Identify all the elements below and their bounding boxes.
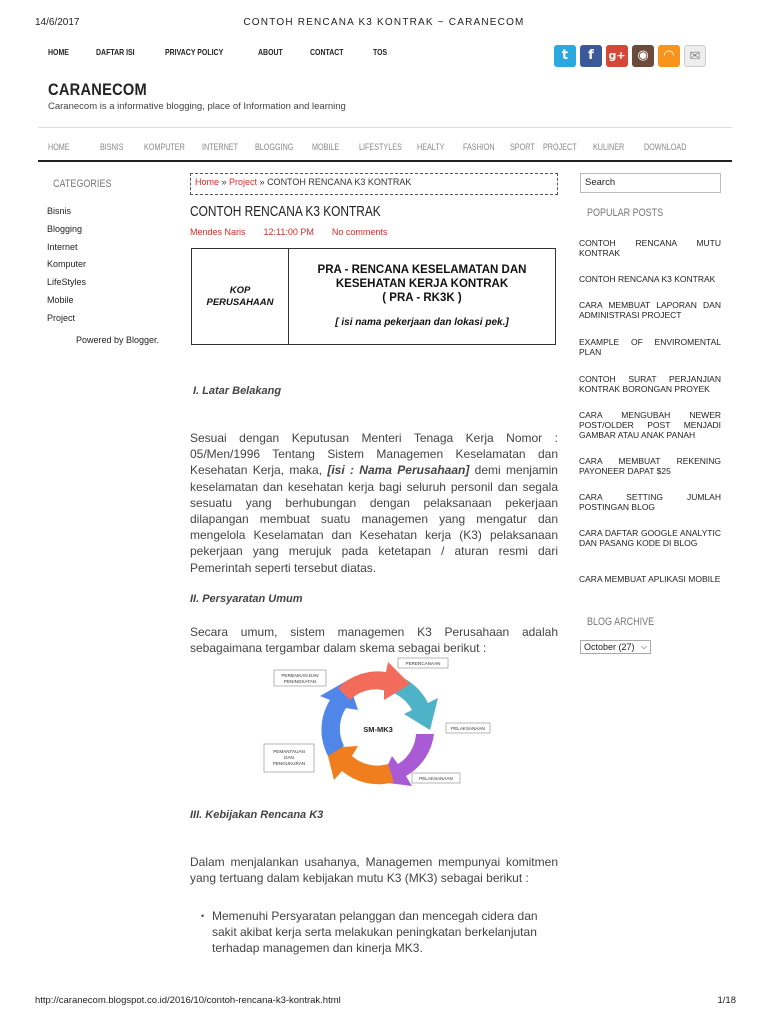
popular-post-link[interactable]: CONTOH RENCANA K3 KONTRAK xyxy=(579,274,716,284)
cycle-segment-pelaksanaan-bottom xyxy=(326,746,394,784)
facebook-icon[interactable]: f xyxy=(580,45,602,67)
section-heading: III. Kebijakan Rencana K3 xyxy=(190,809,324,821)
catnav-kuliner[interactable]: KULINER xyxy=(593,142,625,152)
label-pengukuran: PENGUKURAN xyxy=(272,761,306,766)
print-page-number: 1/18 xyxy=(717,995,736,1006)
breadcrumb xyxy=(190,173,558,195)
catnav-mobile[interactable]: MOBILE xyxy=(312,142,340,152)
popular-post-link[interactable]: CARA DAFTAR GOOGLE ANALYTIC DAN PASANG KODE DI BLOG xyxy=(579,528,721,548)
label-pelaksanaan-bottom: PELAKSANAAN xyxy=(419,776,453,781)
popular-post-link[interactable]: EXAMPLE OF ENVIROMENTAL PLAN xyxy=(579,337,721,357)
top-nav xyxy=(48,47,412,57)
category-link[interactable]: Mobile xyxy=(47,294,74,305)
top-nav-home[interactable]: HOME xyxy=(48,47,69,57)
kop-project-note: [ isi nama pekerjaan dan lokasi pek.] xyxy=(335,317,509,328)
catnav-project[interactable]: PROJECT xyxy=(543,142,577,152)
popular-post-link[interactable]: CARA SETTING JUMLAH POSTINGAN BLOG xyxy=(579,492,721,512)
kop-perusahaan-cell: KOP PERUSAHAAN xyxy=(192,249,289,344)
popular-post-link[interactable]: CARA MEMBUAT LAPORAN DAN ADMINISTRASI PROJECT xyxy=(579,300,721,320)
category-nav xyxy=(38,127,732,162)
paragraph-persyaratan: Secara umum, sistem managemen K3 Perusahaan adalah sebagaimana tergambar dalam skema sebagai berikut : xyxy=(190,625,558,656)
popular-post-link[interactable]: CONTOH RENCANA MUTU KONTRAK xyxy=(579,238,721,258)
print-date: 14/6/2017 xyxy=(35,17,80,28)
catnav-home[interactable]: HOME xyxy=(48,142,70,152)
popular-post-link[interactable]: CARA MENGUBAH NEWER POST/OLDER POST MENJADI GAMBAR ATAU ANAK PANAH xyxy=(579,410,721,440)
category-link[interactable]: Internet xyxy=(47,241,78,252)
catnav-fashion[interactable]: FASHION xyxy=(463,142,495,152)
label-pemantauan: PEMANTAUAN xyxy=(273,749,305,754)
label-perbaikan: PERBAIKAN DAN xyxy=(281,673,319,678)
list-item: • Memenuhi Persyaratan pelanggan dan mencegah cidera dan sakit akibat kerja serta melakukan peningkatan berkelanjutan terhadap managemen dan kinerja MK3. xyxy=(201,909,538,956)
top-nav-daftar-isi[interactable]: DAFTAR ISI xyxy=(95,47,135,57)
breadcrumb-separator: » xyxy=(219,177,230,187)
section-heading: II. Persyaratan Umum xyxy=(190,593,303,605)
powered-by-blogger[interactable]: Powered by Blogger. xyxy=(76,335,160,345)
kop-title-line: ( PRA - RK3K ) xyxy=(382,292,462,304)
sm-mk3-cycle-diagram xyxy=(258,656,498,792)
category-link[interactable]: LifeStyles xyxy=(47,277,87,288)
breadcrumb-home[interactable]: Home xyxy=(195,177,220,187)
rss-icon[interactable]: ◠ xyxy=(658,45,680,67)
blog-archive-heading: BLOG ARCHIVE xyxy=(587,616,655,628)
print-url: http://caranecom.blogspot.co.id/2016/10/contoh-rencana-k3-kontrak.html xyxy=(35,995,341,1006)
site-description: Caranecom is a informative blogging, place of Information and learning xyxy=(48,101,346,112)
kop-header-table xyxy=(191,248,556,345)
label-pelaksanaan-right: PELAKSANAAN xyxy=(451,726,485,731)
popular-posts-heading: POPULAR POSTS xyxy=(587,207,664,219)
catnav-blogging[interactable]: BLOGGING xyxy=(255,142,294,152)
post-time[interactable]: 12:11:00 PM xyxy=(263,227,314,237)
catnav-healty[interactable]: HEALTY xyxy=(417,142,445,152)
bullet-icon: • xyxy=(201,911,205,921)
label-peningkatan: PENINGKATAN xyxy=(283,679,317,684)
top-nav-tos[interactable]: TOS xyxy=(372,47,387,57)
post-meta xyxy=(190,227,405,237)
google-plus-icon[interactable]: g+ xyxy=(606,45,628,67)
category-link[interactable]: Komputer xyxy=(47,259,87,270)
catnav-download[interactable]: DOWNLOAD xyxy=(644,142,687,152)
kop-title-line: KESEHATAN KERJA KONTRAK xyxy=(335,278,509,290)
kop-title-cell xyxy=(289,249,555,344)
popular-post-link[interactable]: CARA MEMBUAT REKENING PAYONEER DAPAT $25 xyxy=(579,456,721,476)
top-nav-privacy-policy[interactable]: PRIVACY POLICY xyxy=(164,47,223,57)
kop-title-line: PRA - RENCANA KESELAMATAN DAN xyxy=(317,264,527,276)
placeholder-nama-perusahaan: [isi : Nama Perusahaan] xyxy=(327,463,470,478)
instagram-icon[interactable]: ◉ xyxy=(632,45,654,67)
search-input[interactable]: Search xyxy=(580,173,721,193)
section-heading: I. Latar Belakang xyxy=(193,385,282,397)
label-dan: DAN xyxy=(284,755,294,760)
breadcrumb-separator: » xyxy=(257,177,268,187)
cycle-center-label: SM-MK3 xyxy=(363,725,393,734)
category-link[interactable]: Blogging xyxy=(47,223,83,234)
breadcrumb-project[interactable]: Project xyxy=(229,177,258,187)
catnav-komputer[interactable]: KOMPUTER xyxy=(144,142,185,152)
catnav-sport[interactable]: SPORT xyxy=(510,142,535,152)
label-perencanaan: PERENCANAAN xyxy=(405,661,441,666)
twitter-icon[interactable]: t xyxy=(554,45,576,67)
popular-post-link[interactable]: CONTOH SURAT PERJANJIAN KONTRAK BORONGAN PROYEK xyxy=(579,374,721,394)
print-title: CONTOH RENCANA K3 KONTRAK ~ CARANECOM xyxy=(243,17,525,28)
chevron-down-icon: ⌵ xyxy=(640,642,647,651)
top-nav-contact[interactable]: CONTACT xyxy=(309,47,344,57)
top-nav-about[interactable]: ABOUT xyxy=(257,47,283,57)
social-icons xyxy=(554,45,706,67)
categories-heading: CATEGORIES xyxy=(53,178,112,190)
paragraph-latar-belakang: Sesuai dengan Keputusan Menteri Tenaga Kerja Nomor : 05/Men/1996 Tentang Sistem Managemen Keselamatan dan Kesehatan Kerja, maka, [isi : Nama Perusahaan] demi menjamin keselamatan dan kesehatan kerja bagi seluruh personil dan segala sesuatu yang berhubungan dengan pelaksanaan pekerjaan dilapangan membuat suatu managemen yang mengatur dan mengelola Keselamatan dan Kesehatan kerja (K3) pelaksanaan pekerjaan yang merujuk pada ketetapan / aturan resmi dari Pemerintah seperti tersebut diatas. xyxy=(190,431,558,575)
post-comments[interactable]: No comments xyxy=(331,227,388,237)
paragraph-kebijakan: Dalam menjalankan usahanya, Managemen mempunyai komitmen yang tertuang dalam kebijakan mutu K3 (MK3) sebagai berikut : xyxy=(190,855,558,886)
catnav-lifestyles[interactable]: LIFESTYLES xyxy=(359,142,402,152)
post-author[interactable]: Mendes Naris xyxy=(190,227,246,237)
breadcrumb-current: CONTOH RENCANA K3 KONTRAK xyxy=(267,177,412,187)
popular-post-link[interactable]: CARA MEMBUAT APLIKASI MOBILE xyxy=(579,574,721,584)
catnav-internet[interactable]: INTERNET xyxy=(202,142,238,152)
categories-list xyxy=(47,203,86,328)
category-link[interactable]: Project xyxy=(47,312,76,323)
site-title[interactable]: CARANECOM xyxy=(48,80,147,99)
mail-icon[interactable]: ✉ xyxy=(684,45,706,67)
category-link[interactable]: Bisnis xyxy=(47,206,72,216)
catnav-bisnis[interactable]: BISNIS xyxy=(100,142,124,152)
archive-select[interactable] xyxy=(580,640,651,654)
archive-selected-value: October (27) xyxy=(584,642,635,652)
post-title: CONTOH RENCANA K3 KONTRAK xyxy=(190,204,381,220)
